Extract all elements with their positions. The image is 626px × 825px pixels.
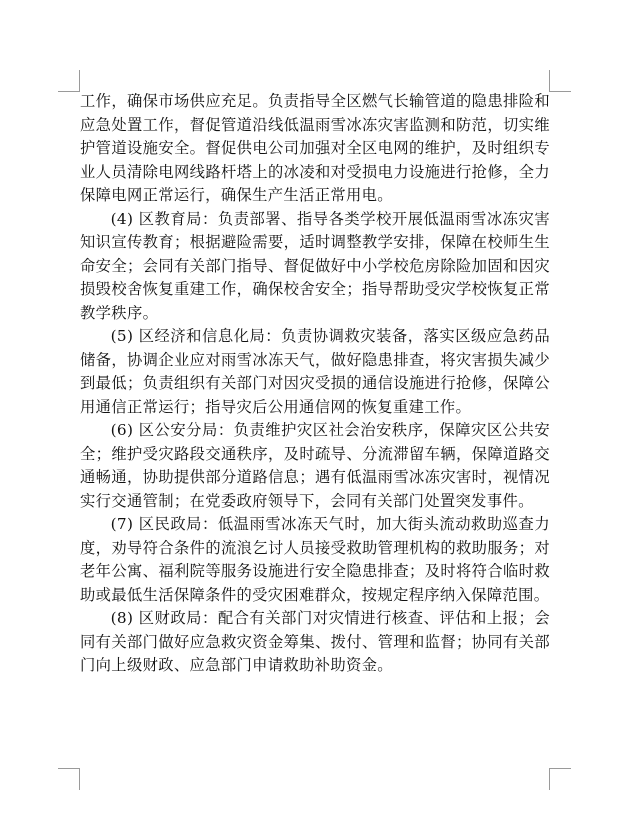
- paragraph-civil-affairs-bureau: (7) 区民政局：低温雨雪冰冻天气时，加大街头流动救助巡查力度，劝导符合条件的流浪乞讨人员接受救助管理机构的救助服务；对老年公寓、福利院等服务设施进行安全隐患排查；及时将符合临时救助或最低生活保障条件的受灾困难群众，按规定程序纳入保障范围。: [80, 515, 550, 604]
- crop-mark-bottom-left: [58, 768, 80, 790]
- crop-mark-top-right: [549, 70, 571, 92]
- paragraph-finance-bureau: (8) 区财政局：配合有关部门对灾情进行核查、评估和上报；会同有关部门做好应急救灾资金筹集、拨付、管理和监督；协同有关部门向上级财政、应急部门申请救助补助资金。: [80, 609, 550, 674]
- paragraph-education-bureau: (4) 区教育局：负责部署、指导各类学校开展低温雨雪冰冻灾害知识宣传教育；根据避险需要，适时调整教学安排，保障在校师生生命安全；会同有关部门指导、督促做好中小学校危房除险加固和因灾损毁校舍恢复重建工作，确保校舍安全；指导帮助受灾学校恢复正常教学秩序。: [80, 209, 550, 322]
- crop-mark-bottom-right: [549, 768, 571, 790]
- crop-mark-top-left: [58, 70, 80, 92]
- document-body: [80, 90, 550, 678]
- paragraph-public-security-bureau: (6) 区公安分局：负责维护灾区社会治安秩序，保障灾区公共安全；维护受灾路段交通秩序，及时疏导、分流滞留车辆，保障道路交通畅通，协助提供部分道路信息；遇有低温雨雪冰冻灾害时，视情况实行交通管制；在党委政府领导下，会同有关部门处置突发事件。: [80, 421, 550, 510]
- paragraph-energy-supply: 工作，确保市场供应充足。负责指导全区燃气长输管道的隐患排险和应急处置工作，督促管道沿线低温雨雪冰冻灾害监测和防范，切实维护管道设施安全。督促供电公司加强对全区电网的维护，及时组织专业人员清除电网线路杆塔上的冰凌和对受损电力设施进行抢修，全力保障电网正常运行，确保生产生活正常用电。: [80, 92, 550, 204]
- paragraph-economy-info-bureau: (5) 区经济和信息化局：负责协调救灾装备，落实区级应急药品储备，协调企业应对雨雪冰冻天气，做好隐患排查，将灾害损失减少到最低；负责组织有关部门对因灾受损的通信设施进行抢修，保障公用通信正常运行；指导灾后公用通信网的恢复重建工作。: [80, 327, 550, 416]
